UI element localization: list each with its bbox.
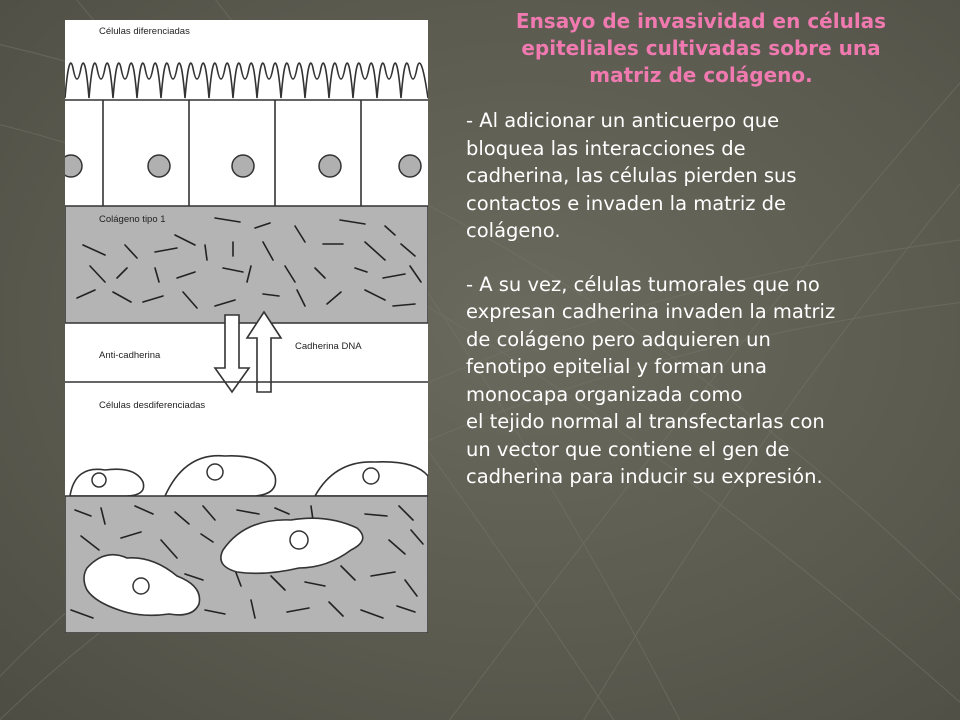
label-collagen: Colágeno tipo 1 (99, 214, 166, 225)
label-dedifferentiated-cells: Células desdiferenciadas (99, 400, 206, 411)
paragraph-line: cadherina, las células pierden sus (466, 164, 797, 187)
paragraph-line: un vector que contiene el gen de (466, 437, 790, 461)
label-cadherin-dna: Cadherina DNA (295, 341, 362, 352)
label-anti-cadherin: Anti-cadherina (99, 350, 161, 361)
paragraph-line: contactos e invaden la matriz de (466, 191, 787, 215)
label-differentiated-cells: Células diferenciadas (99, 26, 190, 37)
paragraph-line: colágeno. (466, 219, 561, 242)
invasion-assay-diagram (65, 20, 428, 633)
paragraph-line: el tejido normal al transfectarlas con (466, 410, 825, 433)
paragraph-line: - Al adicionar un anticuerpo que (466, 109, 780, 132)
slide-title (466, 8, 936, 89)
paragraph-line: de colágeno pero adquieren un (466, 327, 771, 351)
slide-text-panel (466, 8, 936, 509)
paragraph-line: cadherina para inducir su expresión. (466, 465, 823, 488)
paragraph-line: - A su vez, células tumorales que no (466, 272, 820, 296)
paragraph-line: expresan cadherina invaden la matriz (466, 300, 836, 323)
paragraph-line: bloquea las interacciones de (466, 136, 746, 160)
paragraph-antibody (466, 107, 936, 245)
title-line: Ensayo de invasividad en células (515, 9, 887, 33)
title-line: matriz de colágeno. (589, 63, 813, 87)
title-line: epiteliales cultivadas sobre una (521, 36, 881, 60)
paragraph-line: fenotipo epitelial y forman una (466, 355, 767, 378)
paragraph-line: monocapa organizada como (466, 382, 743, 406)
paragraph-tumor-cells (466, 271, 936, 491)
